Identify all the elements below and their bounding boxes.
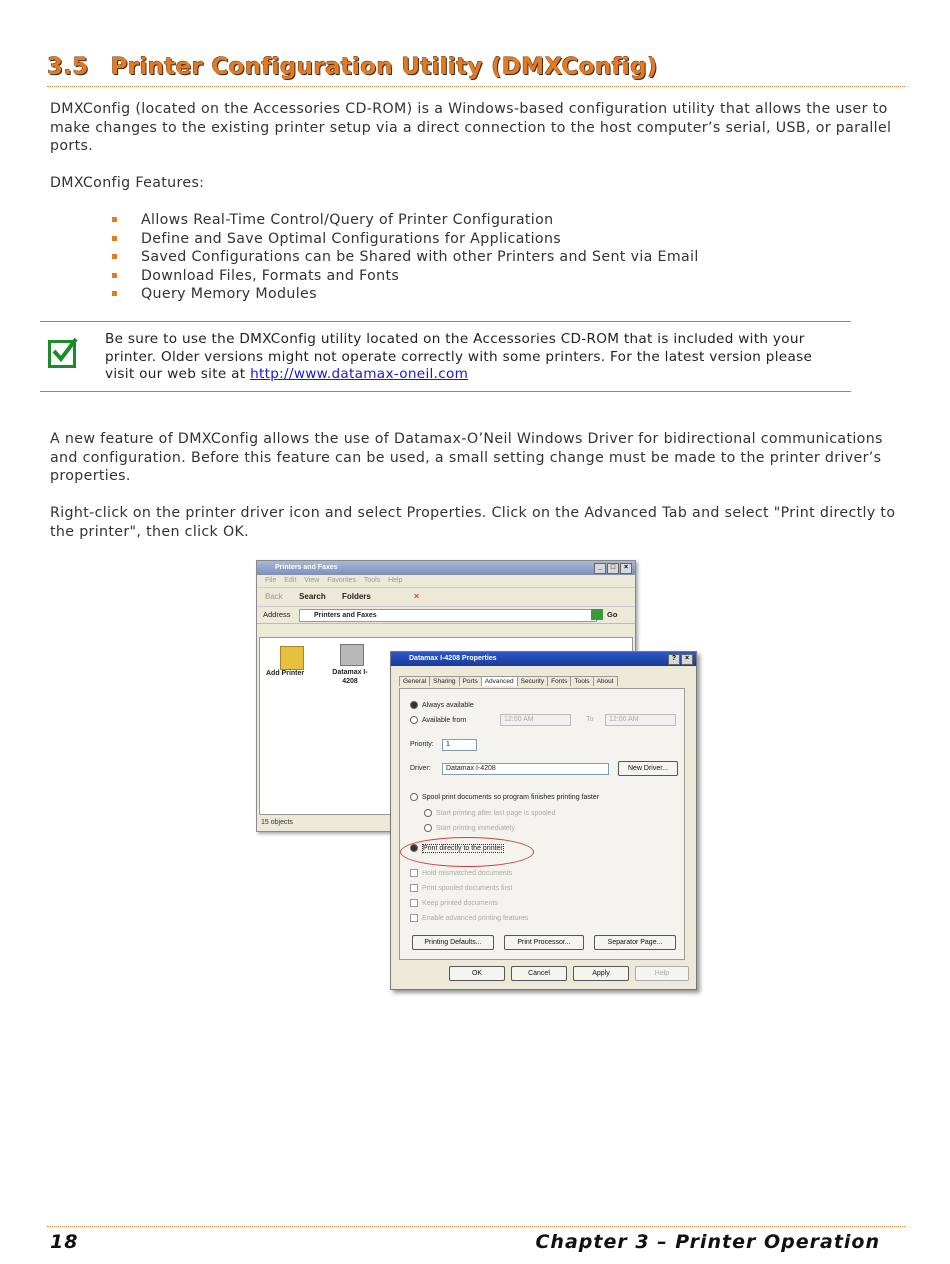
note-top-rule <box>40 321 851 322</box>
list-item: Download Files, Formats and Fonts <box>110 267 699 286</box>
spool-after-radio[interactable]: Start printing after last page is spooled <box>424 809 555 817</box>
keep-printed-checkbox[interactable]: Keep printed documents <box>410 899 498 907</box>
explorer-menubar[interactable]: File Edit View Favorites Tools Help <box>257 575 635 588</box>
properties-tabs <box>399 676 617 686</box>
spool-immediately-radio[interactable]: Start printing immediately <box>424 824 515 832</box>
help-icon[interactable]: ? <box>668 654 680 665</box>
footer-rule <box>47 1226 905 1227</box>
website-link[interactable]: http://www.datamax-oneil.com <box>250 366 469 382</box>
to-time-field[interactable]: 12:00 AM <box>605 714 676 726</box>
folders-button[interactable]: Folders <box>341 592 371 601</box>
separator-page-button[interactable]: Separator Page... <box>594 935 676 950</box>
section-title: Printer Configuration Utility (DMXConfig) <box>110 54 658 80</box>
enable-advanced-checkbox[interactable]: Enable advanced printing features <box>410 914 528 922</box>
tab-general[interactable]: General <box>399 676 430 686</box>
go-button[interactable]: Go <box>607 610 618 619</box>
driver-label: Driver: <box>410 765 431 772</box>
close-icon[interactable]: × <box>681 654 693 665</box>
list-item: Saved Configurations can be Shared with other Printers and Sent via Email <box>110 248 699 267</box>
properties-titlebar <box>391 652 696 666</box>
search-button[interactable]: Search <box>299 592 326 601</box>
available-from-radio[interactable]: Available from <box>410 716 466 724</box>
ok-button[interactable]: OK <box>449 966 505 981</box>
printer-label[interactable]: Datamax I-4208 <box>332 669 368 685</box>
delete-icon[interactable]: ✕ <box>413 592 420 601</box>
address-bar <box>257 607 635 624</box>
list-item: Define and Save Optimal Configurations for Applications <box>110 230 699 249</box>
intro-paragraph: DMXConfig (located on the Accessories CD-ROM) is a Windows-based configuration utility that allows the user to make changes to the existing printer setup via a direct connection to the host computer’s serial, USB, or parallel ports. <box>50 101 892 154</box>
features-label: DMXConfig Features: <box>50 175 205 191</box>
address-label: Address <box>263 610 291 619</box>
note-bottom-rule <box>40 391 851 392</box>
always-available-radio[interactable]: Always available <box>410 701 474 709</box>
minimize-icon[interactable]: _ <box>594 563 606 574</box>
note-body: Be sure to use the DMXConfig utility located on the Accessories CD-ROM that is included with your printer. Older versions might not operate correctly with some printers. For the latest version please visit our web site at <box>105 331 813 382</box>
instructions-paragraph: Right-click on the printer driver icon and select Properties. Click on the Advanced Tab and select "Print directly to the printer", then click OK. <box>50 505 896 540</box>
priority-stepper[interactable]: 1 <box>442 739 477 751</box>
heading-rule <box>47 86 905 87</box>
highlight-oval <box>400 837 534 867</box>
explorer-titlebar <box>257 561 635 575</box>
printer-icon[interactable] <box>340 644 364 666</box>
features-list <box>110 211 699 304</box>
close-icon[interactable]: × <box>620 563 632 574</box>
note-text <box>105 331 845 384</box>
cancel-button[interactable]: Cancel <box>511 966 567 981</box>
spool-radio[interactable]: Spool print documents so program finishes printing faster <box>410 793 599 801</box>
tab-advanced[interactable]: Advanced <box>481 676 518 686</box>
tab-security[interactable]: Security <box>517 676 548 686</box>
printer-properties-dialog <box>390 651 697 990</box>
to-label: To <box>586 716 594 723</box>
maximize-icon[interactable]: □ <box>607 563 619 574</box>
properties-title: Datamax I-4208 Properties <box>409 655 497 662</box>
new-driver-button[interactable]: New Driver... <box>618 761 678 776</box>
go-icon[interactable] <box>591 609 603 620</box>
driver-select[interactable]: Datamax I-4208 <box>442 763 609 775</box>
priority-label: Priority: <box>410 741 434 748</box>
from-time-field[interactable]: 12:00 AM <box>500 714 571 726</box>
print-spooled-first-checkbox[interactable]: Print spooled documents first <box>410 884 512 892</box>
address-input[interactable]: Printers and Faxes <box>299 609 597 622</box>
printing-defaults-button[interactable]: Printing Defaults... <box>412 935 494 950</box>
driver-paragraph: A new feature of DMXConfig allows the use of Datamax-O’Neil Windows Driver for bidirectional communications and configuration. Before this feature can be used, a small setting change must be made to the printer driver’s properties. <box>50 431 883 484</box>
explorer-title: Printers and Faxes <box>275 564 338 571</box>
tab-ports[interactable]: Ports <box>459 676 482 686</box>
list-item: Query Memory Modules <box>110 285 699 304</box>
chapter-title: Chapter 3 – Printer Operation <box>535 1231 880 1253</box>
checkmark-icon <box>48 340 76 368</box>
page-number: 18 <box>50 1231 79 1253</box>
tab-sharing[interactable]: Sharing <box>429 676 459 686</box>
tab-about[interactable]: About <box>593 676 618 686</box>
explorer-toolbar <box>257 588 635 607</box>
print-directly-radio[interactable]: Print directly to the printer <box>410 844 504 852</box>
back-button[interactable]: Back <box>265 592 283 601</box>
apply-button[interactable]: Apply <box>573 966 629 981</box>
list-item: Allows Real-Time Control/Query of Printer Configuration <box>110 211 699 230</box>
tab-fonts[interactable]: Fonts <box>547 676 571 686</box>
hold-mismatched-checkbox[interactable]: Hold mismatched documents <box>410 869 512 877</box>
print-processor-button[interactable]: Print Processor... <box>504 935 584 950</box>
add-printer-icon[interactable] <box>280 646 304 670</box>
section-heading <box>47 54 658 80</box>
advanced-panel <box>399 688 685 960</box>
explorer-status: 15 objects <box>261 819 293 826</box>
section-number: 3.5 <box>47 54 89 80</box>
tab-tools[interactable]: Tools <box>570 676 593 686</box>
add-printer-label[interactable]: Add Printer <box>266 670 305 677</box>
help-button[interactable]: Help <box>635 966 689 981</box>
